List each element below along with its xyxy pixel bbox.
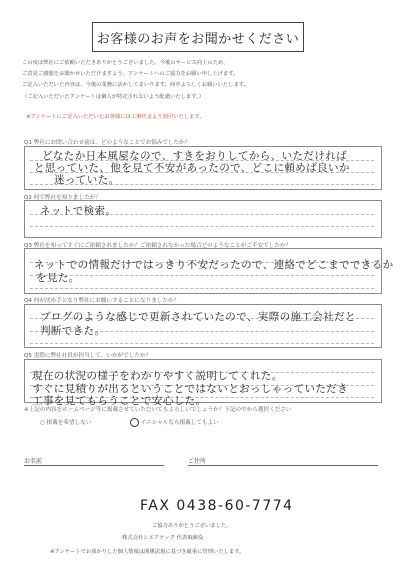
question-4: Q4 何が決め手となり弊社にお願いすることになりましたか？: [24, 298, 180, 304]
notice-text: ※アンケートにご記入いただいたお客様には工事代金より割引いたします。: [26, 114, 205, 120]
answer-3-line-2: を見た。: [36, 272, 80, 284]
fax-number: FAX 0438-60-7774: [140, 498, 294, 514]
answer-3-line-1: ネットでの情報だけではっきり不安だったので、連絡でどこまでできるか: [34, 259, 394, 271]
answer-5-line-1: 現在の状況の様子をわかりやすく説明してくれた。: [32, 370, 283, 382]
answer-1-line-2: と思っていた、他を見て不安があったので、どこに頼めば良いか: [34, 162, 350, 174]
question-3: Q3 弊社を知ってすぐにご依頼されましたか？ご依頼されなかった場合どのようなことがご不安でしたか？: [24, 243, 292, 249]
rule: [30, 226, 374, 227]
rule: [30, 343, 374, 344]
answer-5-line-3: 工事を見てもらうことで安心した。: [32, 395, 207, 407]
answer-1-line-1: どなたか日本風屋なので、すきをおりしてから、いただければ: [42, 150, 347, 162]
radio-checked-icon: [130, 418, 139, 427]
privacy-text: ※アンケートでお預かりした個人情報は関係法規に基づき厳重に管理いたします。: [50, 549, 245, 555]
intro-text: この度は弊社にご依頼いただきありがとうございました。今後のサービス向上のため、 ご意見ご感想をお聞かせいただけますよう、アンケートへのご協力をお願い申し上げます。 ご記入いただいた内容は、今後の業務に活かしてまいります。何卒よろしくお願いいたします。 （ご記入いただいたアンケートは個人が特定されないよう配慮いたします。）: [22, 60, 249, 100]
answer-1-line-3: 迷っていた。: [54, 174, 120, 186]
radio-circle-icon: ○: [40, 420, 45, 426]
question-5: Q5 実際に弊社社員が担当して、いかがでしたか？: [24, 353, 152, 359]
rule: [30, 275, 374, 276]
consent-option-no[interactable]: [40, 418, 91, 426]
consent-question: ※上記の内容をホームページ等に掲載させていただいてもよろしいでしょうか？下記の中から選択ください: [24, 407, 292, 413]
page-title: お客様のお声をお聞かせください: [92, 22, 304, 52]
name-label: お名前: [24, 458, 43, 465]
answer-5-line-2: すぐに見積りが出るということではないとおっしゃっていただき: [32, 383, 349, 395]
answer-4-line-1: ブログのような感じで更新されていたので、実際の施工会社だと: [40, 311, 356, 323]
consent-option-initials-label: イニシャルなら掲載してもよい: [140, 420, 219, 426]
consent-option-no-label: 掲載を希望しない: [46, 420, 92, 426]
answer-2-line-1: ネットで検索。: [40, 205, 117, 217]
address-field[interactable]: [188, 465, 378, 466]
company-text: 株式会社シエアテック 代表取締役: [122, 535, 204, 541]
question-2: Q2 何で弊社を知りましたか？: [24, 195, 101, 201]
answer-4-line-2: 判断できた。: [40, 325, 106, 337]
name-field[interactable]: [24, 465, 164, 466]
address-label: ご住所: [188, 458, 207, 465]
question-1: Q1 弊社にお問い合わせ前は、どのようなことでお悩みでしたか？: [24, 140, 191, 146]
thanks-text: ご協力ありがとうございました。: [152, 523, 232, 529]
rule: [30, 288, 374, 289]
consent-option-initials[interactable]: [130, 418, 219, 427]
